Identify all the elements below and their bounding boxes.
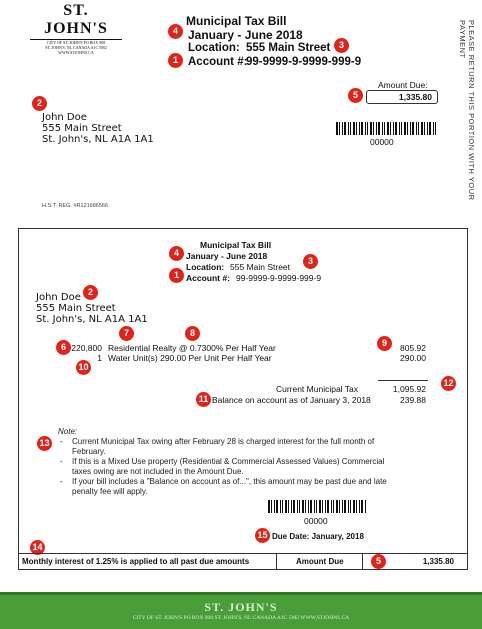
stub-barcode-number: 00000: [370, 137, 394, 147]
footer-band: [0, 592, 482, 595]
barcode-bar: [416, 122, 417, 135]
barcode-bar: [359, 500, 360, 513]
barcode-bar: [390, 122, 391, 135]
barcode-bar: [367, 122, 368, 135]
stub-customer-city: St. John's, NL A1A 1A1: [42, 134, 154, 145]
current-tax-label: Current Municipal Tax: [275, 384, 358, 394]
barcode-bar: [293, 500, 295, 513]
note-bullet-2: -: [60, 457, 63, 466]
barcode-bar: [327, 500, 329, 513]
barcode-bar: [319, 500, 321, 513]
return-portion-text: PLEASE RETURN THIS PORTION WITH YOUR PAYMENT: [458, 20, 476, 201]
line1-description: Residential Realty @ 0.7300% Per Half Year: [108, 343, 276, 353]
barcode-bar: [376, 122, 377, 135]
stub-account-label: Account #:: [188, 56, 248, 68]
footer-name: ST. JOHN'S: [204, 600, 278, 614]
line1-amount: 805.92: [400, 343, 426, 353]
stub-account-value: 99-9999-9-9999-999-9: [246, 56, 362, 68]
barcode-bar: [331, 500, 332, 513]
main-location-value: 555 Main Street: [230, 262, 291, 272]
main-period: January - June 2018: [186, 251, 268, 261]
barcode-bar: [344, 122, 346, 135]
barcode-bar: [325, 500, 326, 513]
badge-4: 4: [168, 24, 183, 39]
stub-period: January - June 2018: [188, 28, 303, 42]
barcode-bar: [285, 500, 287, 513]
stub-title: Municipal Tax Bill: [186, 14, 287, 28]
main-title: Municipal Tax Bill: [200, 240, 272, 250]
badge-8: 8: [185, 326, 200, 341]
badge-3: 3: [334, 38, 349, 53]
line1-qty: 220,800: [71, 343, 102, 353]
barcode-bar: [297, 500, 298, 513]
balance-value: 239.88: [400, 395, 426, 405]
badge-5-main: 5: [371, 554, 386, 569]
badge-11: 11: [196, 392, 211, 407]
balance-label: Balance on account as of January 3, 2018: [212, 395, 371, 405]
barcode-bar: [342, 122, 343, 135]
badge-2: 2: [32, 96, 47, 111]
main-customer-name: John Doe: [36, 292, 81, 303]
barcode-bar: [407, 122, 408, 135]
barcode-bar: [418, 122, 419, 135]
stub-customer-name: John Doe: [42, 112, 87, 123]
barcode-bar: [429, 122, 431, 135]
barcode-bar: [361, 500, 363, 513]
badge-10: 10: [76, 360, 91, 375]
barcode-bar: [395, 122, 397, 135]
note-item-3: If your bill includes a "Balance on account as of...", this amount may be past due and late penalty fee will apply.: [72, 477, 387, 496]
barcode-bar: [288, 500, 289, 513]
stub-customer-address: [42, 112, 154, 145]
barcode-bar: [387, 122, 389, 135]
barcode-bar: [336, 122, 338, 135]
barcode-bar: [336, 500, 338, 513]
hst-registration: H.S.T. REG. #R121686566: [42, 203, 109, 209]
barcode-bar: [421, 122, 423, 135]
note-item-2: If this is a Mixed Use property (Residential & Commercial Assessed Values) Commercial taxes owing are not included in the Amount Due.: [72, 457, 385, 476]
main-customer-address: [36, 292, 148, 325]
barcode-bar: [268, 500, 270, 513]
badge-7: 7: [119, 326, 134, 341]
badge-14: 14: [30, 540, 45, 555]
barcode-bar: [404, 122, 406, 135]
stub-amount-due-box: [366, 90, 438, 104]
badge-1-main: 1: [169, 268, 184, 283]
logo-address-2: ST. JOHN'S, NL CANADA A1C 5M2: [45, 45, 107, 50]
due-date: Due Date: January, 2018: [272, 532, 364, 541]
main-location-label: Location:: [186, 262, 225, 272]
barcode-bar: [316, 500, 317, 513]
logo-website: WWW.STJOHNS.CA: [58, 50, 94, 55]
stub-amount-due-value: 1,335.80: [398, 92, 432, 102]
badge-15: 15: [255, 528, 270, 543]
main-account-value: 99-9999-9-9999-999-9: [236, 273, 322, 283]
logo-name: ST. JOHN'S: [30, 2, 122, 40]
badge-6: 6: [56, 340, 71, 355]
barcode-bar: [308, 500, 309, 513]
barcode-bar: [333, 500, 334, 513]
stub-amount-due-label: Amount Due:: [378, 80, 428, 90]
badge-4-main: 4: [169, 246, 184, 261]
barcode-bar: [310, 500, 312, 513]
barcode-bar: [378, 122, 380, 135]
barcode-bar: [274, 500, 275, 513]
subtotal-rule: [378, 380, 428, 381]
current-tax-value: 1,095.92: [392, 384, 426, 394]
barcode-bar: [350, 122, 351, 135]
barcode-bar: [401, 122, 402, 135]
interest-row: [18, 553, 468, 570]
barcode-bar: [282, 500, 283, 513]
barcode-bar: [370, 122, 372, 135]
line2-qty: 1: [97, 353, 102, 363]
barcode-bar: [384, 122, 385, 135]
barcode-bar: [348, 500, 349, 513]
barcode-bar: [339, 122, 340, 135]
badge-13: 13: [37, 436, 52, 451]
barcode-bar: [299, 500, 300, 513]
barcode-bar: [291, 500, 292, 513]
line2-amount: 290.00: [400, 353, 426, 363]
city-logo: [30, 2, 122, 55]
badge-5: 5: [348, 88, 363, 103]
barcode-bar: [348, 122, 349, 135]
stub-location-label: Location:: [188, 42, 240, 54]
stub-location-value: 555 Main Street: [246, 42, 331, 54]
note-label: Note:: [58, 427, 78, 436]
stub-barcode: [336, 122, 440, 135]
barcode-bar: [314, 500, 315, 513]
barcode-bar: [373, 122, 374, 135]
barcode-bar: [433, 122, 434, 135]
barcode-bar: [359, 122, 360, 135]
barcode-bar: [361, 122, 363, 135]
barcode-bar: [322, 500, 323, 513]
footer-address: CITY OF ST. JOHN'S PO BOX 908 ST. JOHN'S, NL CANADA A1C 5M2 WWW.STJOHNS.CA: [132, 615, 350, 621]
main-barcode-number: 00000: [304, 516, 328, 526]
barcode-bar: [412, 122, 414, 135]
barcode-bar: [353, 122, 355, 135]
barcode-bar: [424, 122, 425, 135]
main-account-label: Account #:: [186, 273, 230, 283]
barcode-bar: [356, 122, 357, 135]
barcode-bar: [339, 500, 340, 513]
barcode-bar: [365, 500, 366, 513]
note-item-1: Current Municipal Tax owing after February 28 is charged interest for the full month of February.: [72, 437, 375, 456]
barcode-bar: [435, 122, 436, 135]
barcode-bar: [350, 500, 351, 513]
barcode-bar: [382, 122, 383, 135]
main-barcode: [268, 500, 368, 513]
barcode-bar: [353, 500, 355, 513]
note-bullet-3: -: [60, 477, 63, 486]
badge-3-main: 3: [303, 254, 318, 269]
barcode-bar: [365, 122, 366, 135]
interest-divider-1: [276, 554, 277, 570]
barcode-bar: [399, 122, 400, 135]
barcode-bar: [305, 500, 306, 513]
badge-12: 12: [441, 376, 456, 391]
main-customer-city: St. John's, NL A1A 1A1: [36, 314, 148, 325]
barcode-bar: [302, 500, 304, 513]
interest-text: Monthly interest of 1.25% is applied to all past due amounts: [22, 557, 250, 566]
badge-2-main: 2: [83, 285, 98, 300]
footer-amount-due-value: 1,335.80: [422, 557, 454, 566]
barcode-bar: [342, 500, 343, 513]
line2-description: Water Unit(s) 290.00 Per Unit Per Half Year: [108, 353, 272, 363]
barcode-bar: [344, 500, 346, 513]
badge-9: 9: [377, 336, 392, 351]
barcode-bar: [276, 500, 278, 513]
barcode-bar: [280, 500, 281, 513]
barcode-bar: [393, 122, 394, 135]
interest-divider-2: [362, 554, 363, 570]
note-bullet-1: -: [60, 437, 63, 446]
barcode-bar: [410, 122, 411, 135]
badge-1: 1: [168, 53, 183, 68]
main-customer-street: 555 Main Street: [36, 303, 116, 314]
barcode-bar: [427, 122, 428, 135]
barcode-bar: [271, 500, 272, 513]
logo-address-1: CITY OF ST. JOHN'S PO BOX 908: [46, 40, 106, 45]
footer-amount-due-label: Amount Due: [296, 557, 344, 566]
barcode-bar: [356, 500, 357, 513]
stub-customer-street: 555 Main Street: [42, 123, 122, 134]
